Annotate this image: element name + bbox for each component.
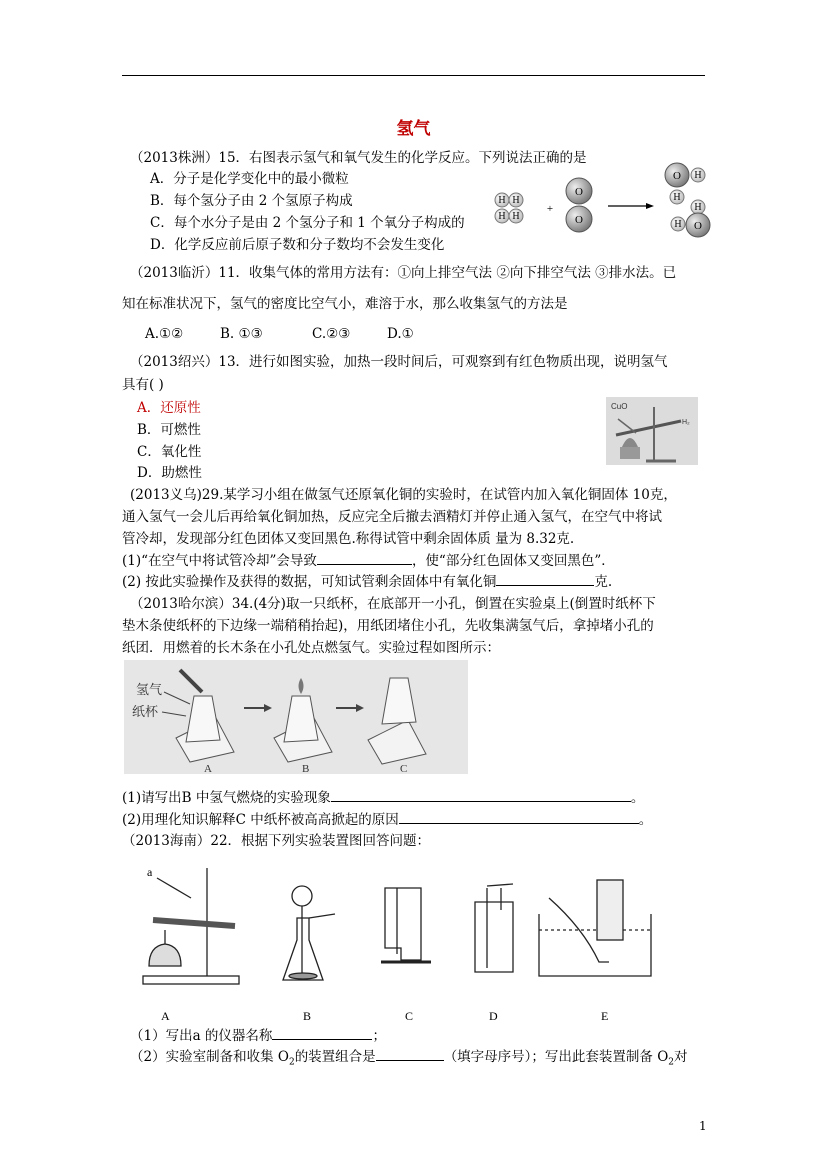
- q1-option-c: C．每个水分子是由 2 个氢分子和 1 个氧分子构成的: [150, 215, 465, 231]
- answer-blank[interactable]: [376, 1046, 444, 1061]
- q2-option-d: D.①: [387, 326, 414, 342]
- q4-line1: (2013义乌)29.某学习小组在做氢气还原氧化铜的实验时，在试管内加入氧化铜固体 10克，: [130, 487, 677, 503]
- label-a-instrument: a: [147, 865, 153, 879]
- q6-sub1: （1）写出a 的仪器名称 ；: [130, 1024, 386, 1044]
- o-label: O: [575, 214, 583, 226]
- hydrogen-label: 氢气: [136, 683, 163, 698]
- o-label: O: [694, 220, 702, 232]
- q5-sub1: (1)请写出B 中氢气燃烧的实验现象 。: [122, 786, 644, 806]
- q2-option-c: C.②③: [312, 326, 351, 342]
- q4-sub2: (2) 按此实验操作及获得的数据，可知试管剩余固体中有氧化铜 克.: [122, 570, 612, 590]
- apparatus-label-e: E: [601, 1009, 609, 1023]
- fig-label-b: B: [302, 763, 310, 775]
- q2-line1: （2013临沂）11．收集气体的常用方法有：①向上排空气法 ②向下排空气法 ③排水法。已: [130, 265, 677, 281]
- h2-label: H₂: [682, 419, 690, 426]
- h-label: H: [694, 170, 702, 181]
- q1-option-a: A．分子是化学变化中的最小微粒: [150, 171, 349, 187]
- q4-line3: 管冷却，发现部分红色团体又变回黑色.称得试管中剩余固体质 量为 8.32克.: [122, 531, 575, 547]
- answer-blank[interactable]: [272, 1025, 372, 1040]
- q1-stem: （2013株洲）15．右图表示氢气和氧气发生的化学反应。下列说法正确的是: [130, 150, 587, 166]
- h-label: H: [512, 195, 520, 206]
- apparatus-label-b: B: [303, 1009, 312, 1023]
- q1-option-b: B．每个氢分子由 2 个氢原子构成: [150, 193, 353, 209]
- q5-line1: （2013哈尔滨）34.(4分)取一只纸杯，在底部开一小孔，倒置在实验桌上(倒置时纸杯下: [130, 596, 656, 612]
- q2-option-b: B. ①③: [220, 326, 263, 342]
- q3-line1: （2013绍兴）13．进行如图实验，加热一段时间后，可观察到有红色物质出现，说明氢气: [130, 354, 668, 370]
- answer-blank[interactable]: [496, 571, 594, 586]
- apparatus-label-d: D: [489, 1009, 498, 1023]
- h-label: H: [512, 211, 520, 222]
- header-rule: [122, 75, 705, 76]
- q6-stem: （2013海南）22．根据下列实验装置图回答问题：: [122, 833, 431, 849]
- page-number: 1: [699, 1119, 707, 1133]
- molecule-reaction-figure: [488, 155, 718, 245]
- plus-sign: +: [546, 203, 554, 215]
- q1-option-d: D．化学反应前后原子数和分子数均不会发生变化: [150, 237, 445, 253]
- q3-option-b: B．可燃性: [137, 422, 201, 438]
- q4-sub1: (1)“在空气中将试管冷却”会导致 ，使“部分红色固体又变回黑色”．: [122, 549, 615, 569]
- answer-blank[interactable]: [317, 550, 412, 565]
- q5-sub2: (2)用理化知识解释C 中纸杯被高高掀起的原因 。: [122, 808, 652, 828]
- apparatus-label-a: A: [161, 1009, 170, 1023]
- q3-option-a: A．还原性: [137, 400, 201, 416]
- h-label: H: [674, 219, 682, 230]
- q6-sub2: （2）实验室制备和收集 $O_2$的装置组合是 （填字母序号）；写出此套装置制备 $O_2$对: [130, 1045, 688, 1068]
- answer-blank[interactable]: [399, 809, 639, 824]
- q4-line2: 通入氢气一会儿后再给氧化铜加热，反应完全后撤去酒精灯并停止通入氢气，在空气中将试: [122, 509, 662, 525]
- cup-label: 纸杯: [132, 705, 159, 720]
- cuo-label: CuO: [611, 402, 628, 411]
- h-label: H: [498, 211, 506, 222]
- q3-option-c: C．氧化性: [137, 444, 202, 460]
- page-title: 氢气: [396, 119, 431, 139]
- q2-line2: 知在标准状况下，氢气的密度比空气小，难溶于水，那么收集氢气的方法是: [122, 296, 568, 312]
- fig-label-a: A: [204, 763, 212, 775]
- h-label: H: [673, 192, 681, 203]
- lab-apparatus-figure: [135, 858, 675, 1023]
- answer-blank[interactable]: [331, 787, 631, 802]
- h-label: H: [694, 202, 702, 213]
- h-label: H: [498, 195, 506, 206]
- q5-line3: 纸团．用燃着的长木条在小孔处点燃氢气。实验过程如图所示：: [122, 640, 500, 656]
- q5-line2: 垫木条使纸杯的下边缘一端稍稍抬起)，用纸团堵住小孔，先收集满氢气后，拿掉堵小孔的: [122, 618, 654, 634]
- cuo-reduction-figure: [606, 397, 698, 465]
- paper-cup-figure: [124, 660, 468, 774]
- fig-label-c: C: [400, 763, 408, 775]
- apparatus-label-c: C: [405, 1009, 414, 1023]
- o-label: O: [575, 186, 583, 198]
- q3-option-d: D．助燃性: [137, 465, 202, 481]
- q3-line2: 具有( ): [122, 377, 164, 393]
- o-label: O: [673, 170, 681, 182]
- q2-option-a: A.①②: [145, 326, 184, 342]
